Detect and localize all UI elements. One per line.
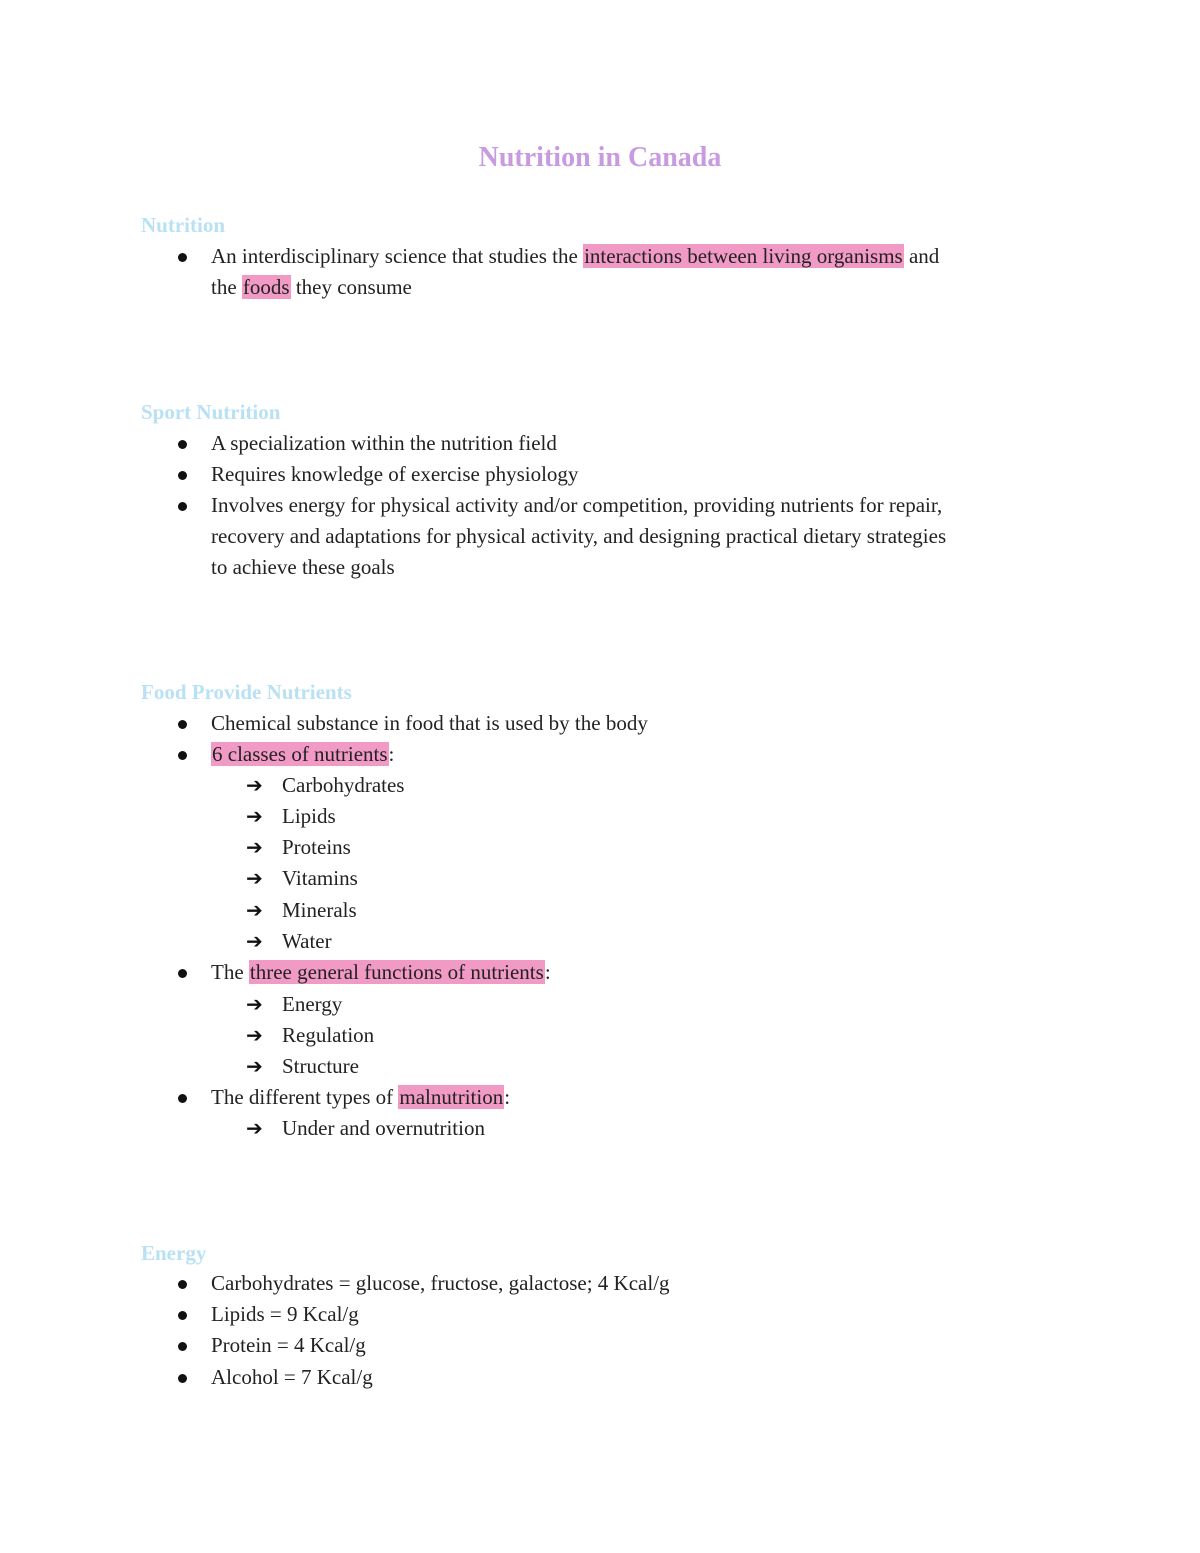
bullet-dot-icon [178,440,187,449]
list-item: Protein = 4 Kcal/g [211,1333,366,1357]
list-item: Lipids = 9 Kcal/g [211,1302,359,1326]
right-arrow-icon: ➔ [246,898,263,922]
sub-list-item: Structure [282,1054,359,1078]
list-item: The different types of malnutrition: [211,1085,511,1109]
sub-list-item: Water [282,929,332,953]
list-item: A specialization within the nutrition field [211,431,557,455]
list-item: Involves energy for physical activity and/or competition, providing nutrients for repair, [211,493,943,517]
list-item: An interdisciplinary science that studies the interactions between living organisms and [211,244,940,268]
highlight: malnutrition [399,1085,504,1109]
list-item-continuation: recovery and adaptations for physical activity, and designing practical dietary strategies [211,524,947,548]
list-item: Requires knowledge of exercise physiology [211,462,579,486]
sub-list-item: Under and overnutrition [282,1116,485,1140]
sub-list-item: Vitamins [282,866,358,890]
bullet-dot-icon [178,253,187,262]
section-heading-sport-nutrition: Sport Nutrition [141,400,281,424]
highlight: three general functions of nutrients [249,960,544,984]
bullet-dot-icon [178,1374,187,1383]
list-item: The three general functions of nutrients: [211,960,551,984]
bullet-dot-icon [178,1311,187,1320]
bullet-dot-icon [178,1094,187,1103]
highlight: interactions between living organisms [584,244,903,268]
right-arrow-icon: ➔ [246,835,263,859]
bullet-dot-icon [178,751,187,760]
bullet-dot-icon [178,1342,187,1351]
right-arrow-icon: ➔ [246,773,263,797]
bullet-dot-icon [178,471,187,480]
right-arrow-icon: ➔ [246,866,263,890]
right-arrow-icon: ➔ [246,1054,263,1078]
section-heading-energy: Energy [141,1241,207,1265]
section-heading-nutrition: Nutrition [141,213,225,237]
highlight: 6 classes of nutrients [212,742,388,766]
sub-list-item: Lipids [282,804,336,828]
list-item: Alcohol = 7 Kcal/g [211,1365,373,1389]
highlight: foods [242,275,290,299]
sub-list-item: Carbohydrates [282,773,405,797]
sub-list-item: Minerals [282,898,357,922]
sub-list-item: Energy [282,992,343,1016]
list-item: Carbohydrates = glucose, fructose, galactose; 4 Kcal/g [211,1271,670,1295]
right-arrow-icon: ➔ [246,929,263,953]
list-item-continuation: to achieve these goals [211,555,395,579]
sub-list-item: Proteins [282,835,351,859]
right-arrow-icon: ➔ [246,1023,263,1047]
section-heading-food-provide-nutrients: Food Provide Nutrients [141,680,352,704]
list-item: 6 classes of nutrients: [212,742,395,766]
page-title: Nutrition in Canada [478,142,722,173]
list-item-continuation: the foods they consume [211,275,412,299]
bullet-dot-icon [178,1280,187,1289]
right-arrow-icon: ➔ [246,992,263,1016]
right-arrow-icon: ➔ [246,804,263,828]
list-item: Chemical substance in food that is used by the body [211,711,648,735]
right-arrow-icon: ➔ [246,1116,263,1140]
bullet-dot-icon [178,720,187,729]
bullet-dot-icon [178,502,187,511]
bullet-dot-icon [178,969,187,978]
sub-list-item: Regulation [282,1023,375,1047]
